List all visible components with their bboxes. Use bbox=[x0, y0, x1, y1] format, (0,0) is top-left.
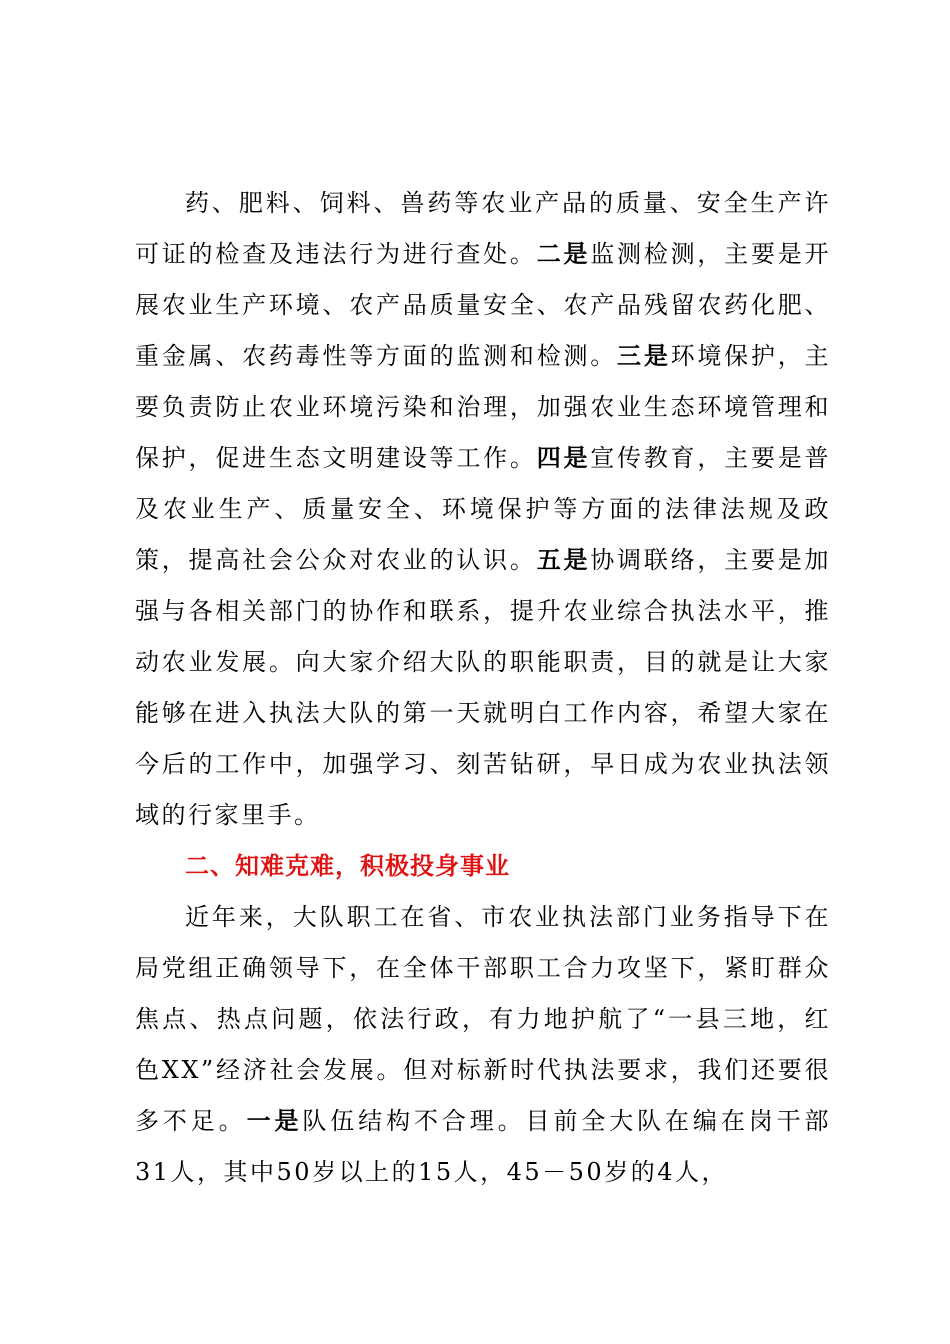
text-run: 药、肥料、饲料、兽药等农业产品的质量、安全生产许可证的检查及违法行为进行查处。 bbox=[135, 189, 831, 268]
bold-marker: 三是 bbox=[617, 342, 671, 370]
bold-marker: 四是 bbox=[536, 444, 591, 472]
text-run: 队伍结构不合理。目前全大队在编在岗干部31人，其中50岁以上的15人，45－50岁的4人， bbox=[135, 1107, 832, 1186]
bold-marker: 五是 bbox=[536, 546, 591, 574]
section-heading: 二、知难克难，积极投身事业 bbox=[185, 852, 510, 880]
bold-marker: 二是 bbox=[536, 240, 591, 268]
text-run: 协调联络，主要是加强与各相关部门的协作和联系，提升农业综合执法水平，推动农业发展。向大家介绍大队的职能职责，目的就是让大家能够在进入执法大队的第一天就明白工作内容，希望大家在今后的工作中，加强学习、刻苦钻研，早日成为农业执法领域的行家里手。 bbox=[135, 546, 832, 829]
text-run: 宣传教育，主要是普及农业生产、质量安全、环境保护等方面的法律法规及政策，提高社会公众对农业的认识。 bbox=[135, 444, 832, 574]
text-run: 环境保护，主要负责防止农业环境污染和治理，加强农业生态环境管理和保护，促进生态文明建设等工作。 bbox=[135, 342, 832, 472]
paragraph-functions bbox=[135, 178, 831, 841]
paragraph-shortcomings bbox=[135, 892, 831, 1198]
document-body bbox=[135, 178, 831, 1198]
text-run: 监测检测，主要是开展农业生产环境、农产品质量安全、农产品残留农药化肥、重金属、农药毒性等方面的监测和检测。 bbox=[135, 240, 832, 370]
bold-marker: 一是 bbox=[246, 1107, 303, 1135]
text-run: 近年来，大队职工在省、市农业执法部门业务指导下在局党组正确领导下，在全体干部职工合力攻坚下，紧盯群众焦点、热点问题，依法行政，有力地护航了“一县三地，红色XX”经济社会发展。但对标新时代执法要求，我们还要很多不足。 bbox=[135, 903, 831, 1135]
